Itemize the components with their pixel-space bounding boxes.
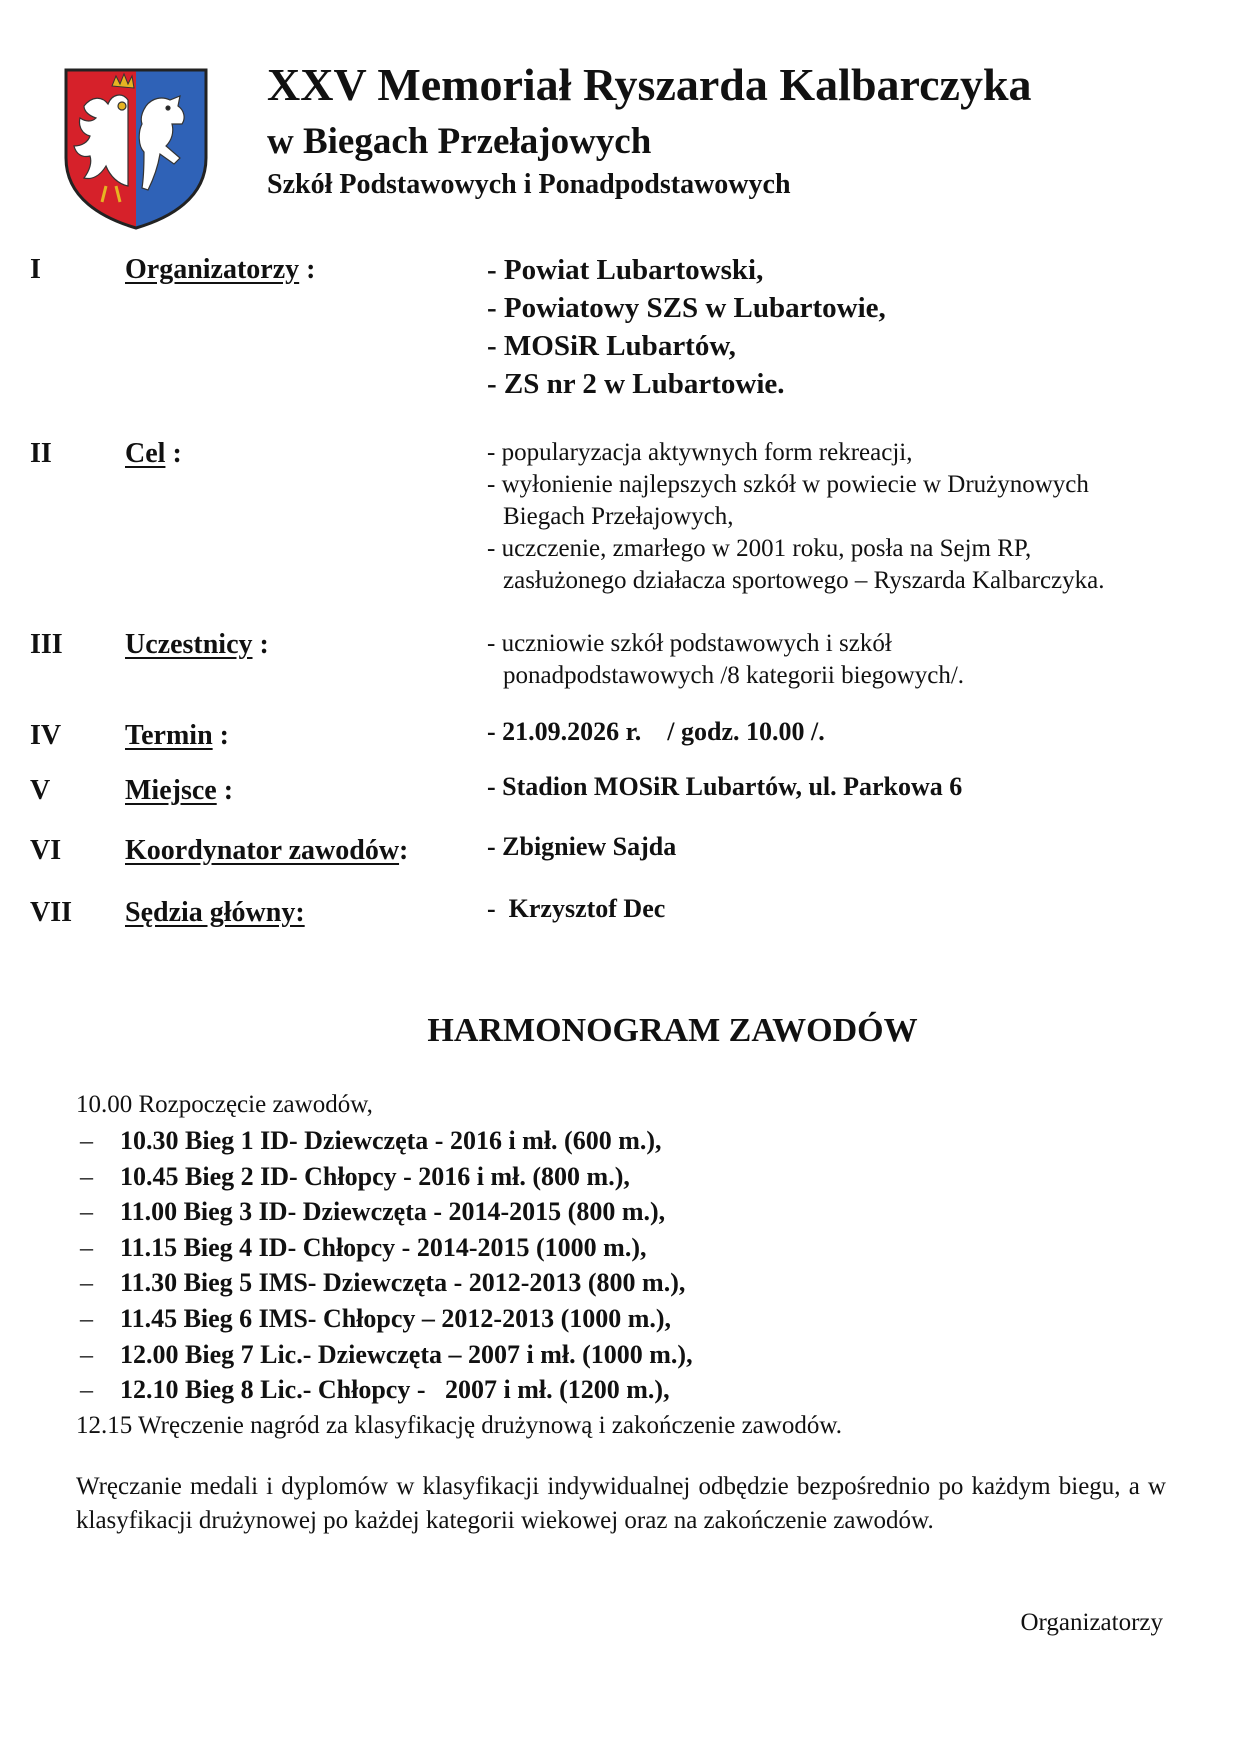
section-number: I xyxy=(30,254,41,285)
section-number: VI xyxy=(30,835,62,866)
section-label: Organizatorzy : xyxy=(125,254,316,285)
schedule-run: – 11.30 Bieg 5 IMS- Dziewczęta - 2012-2013 (800 m.), xyxy=(80,1268,686,1298)
schedule-run: – 12.00 Bieg 7 Lic.- Dziewczęta – 2007 i mł. (1000 m.), xyxy=(80,1339,693,1369)
section-value: - Powiat Lubartowski, - Powiatowy SZS w Lubartowie, - MOSiR Lubartów, - ZS nr 2 w Lubartowie. xyxy=(487,254,886,400)
section-label: Sędzia główny: xyxy=(125,897,305,928)
section-label: Termin : xyxy=(125,720,229,751)
schedule-list xyxy=(76,1087,1176,1444)
schedule-run: – 11.00 Bieg 3 ID- Dziewczęta - 2014-2015 (800 m.), xyxy=(80,1197,666,1227)
document-title: XXV Memoriał Ryszarda Kalbarczyka xyxy=(267,59,1032,110)
section-label: Miejsce : xyxy=(125,775,234,806)
document-subtitle: w Biegach Przełajowych xyxy=(267,121,652,162)
section-number: II xyxy=(30,438,52,469)
section-number: III xyxy=(30,629,63,660)
schedule-end: 12.15 Wręczenie nagród za klasyfikację drużynową i zakończenie zawodów. xyxy=(76,1411,843,1439)
section-label: Koordynator zawodów: xyxy=(125,835,409,866)
signature: Organizatorzy xyxy=(1020,1609,1163,1636)
awards-note: Wręczanie medali i dyplomów w klasyfikacji indywidualnej odbędzie bezpośrednio po każdym biegu, a w klasyfikacji drużynowej po każdej kategorii wiekowej oraz na zakończenie zawodów. xyxy=(76,1473,1166,1534)
schedule-start: 10.00 Rozpoczęcie zawodów, xyxy=(76,1091,373,1118)
section-label: Cel : xyxy=(125,438,182,469)
schedule-run: – 10.30 Bieg 1 ID- Dziewczęta - 2016 i mł. (600 m.), xyxy=(80,1126,662,1155)
schedule-run: – 12.10 Bieg 8 Lic.- Chłopcy - 2007 i mł. (1200 m.), xyxy=(80,1375,670,1405)
schedule-run: – 11.45 Bieg 6 IMS- Chłopcy – 2012-2013 (1000 m.), xyxy=(80,1303,672,1333)
section-value: - Stadion MOSiR Lubartów, ul. Parkowa 6 xyxy=(487,772,963,801)
schedule-title: HARMONOGRAM ZAWODÓW xyxy=(427,1012,918,1049)
schedule-run: – 11.15 Bieg 4 ID- Chłopcy - 2014-2015 (1000 m.), xyxy=(80,1232,647,1262)
section-value: - popularyzacja aktywnych form rekreacji, - wyłonienie najlepszych szkół w powiecie w Drużynowych Biegach Przełajowych, - uczczenie, zmarłego w 2001 roku, posła na Sejm RP, zasłużonego działacza sportowego – Ryszarda Kalbarczyka. xyxy=(487,439,1105,594)
document-subtitle-2: Szkół Podstawowych i Ponadpodstawowych xyxy=(267,169,791,200)
section-number: IV xyxy=(30,720,62,751)
section-value: - uczniowie szkół podstawowych i szkół ponadpodstawowych /8 kategorii biegowych/. xyxy=(487,630,965,689)
section-value: - Krzysztof Dec xyxy=(487,894,666,923)
section-label: Uczestnicy : xyxy=(125,629,269,660)
section-number: V xyxy=(30,775,51,806)
coat-of-arms-icon xyxy=(62,66,210,230)
section-number: VII xyxy=(30,897,73,928)
section-value: - 21.09.2026 r. / godz. 10.00 /. xyxy=(487,717,825,746)
schedule-run: – 10.45 Bieg 2 ID- Chłopcy - 2016 i mł. (800 m.), xyxy=(80,1161,630,1191)
section-value: - Zbigniew Sajda xyxy=(487,832,677,861)
